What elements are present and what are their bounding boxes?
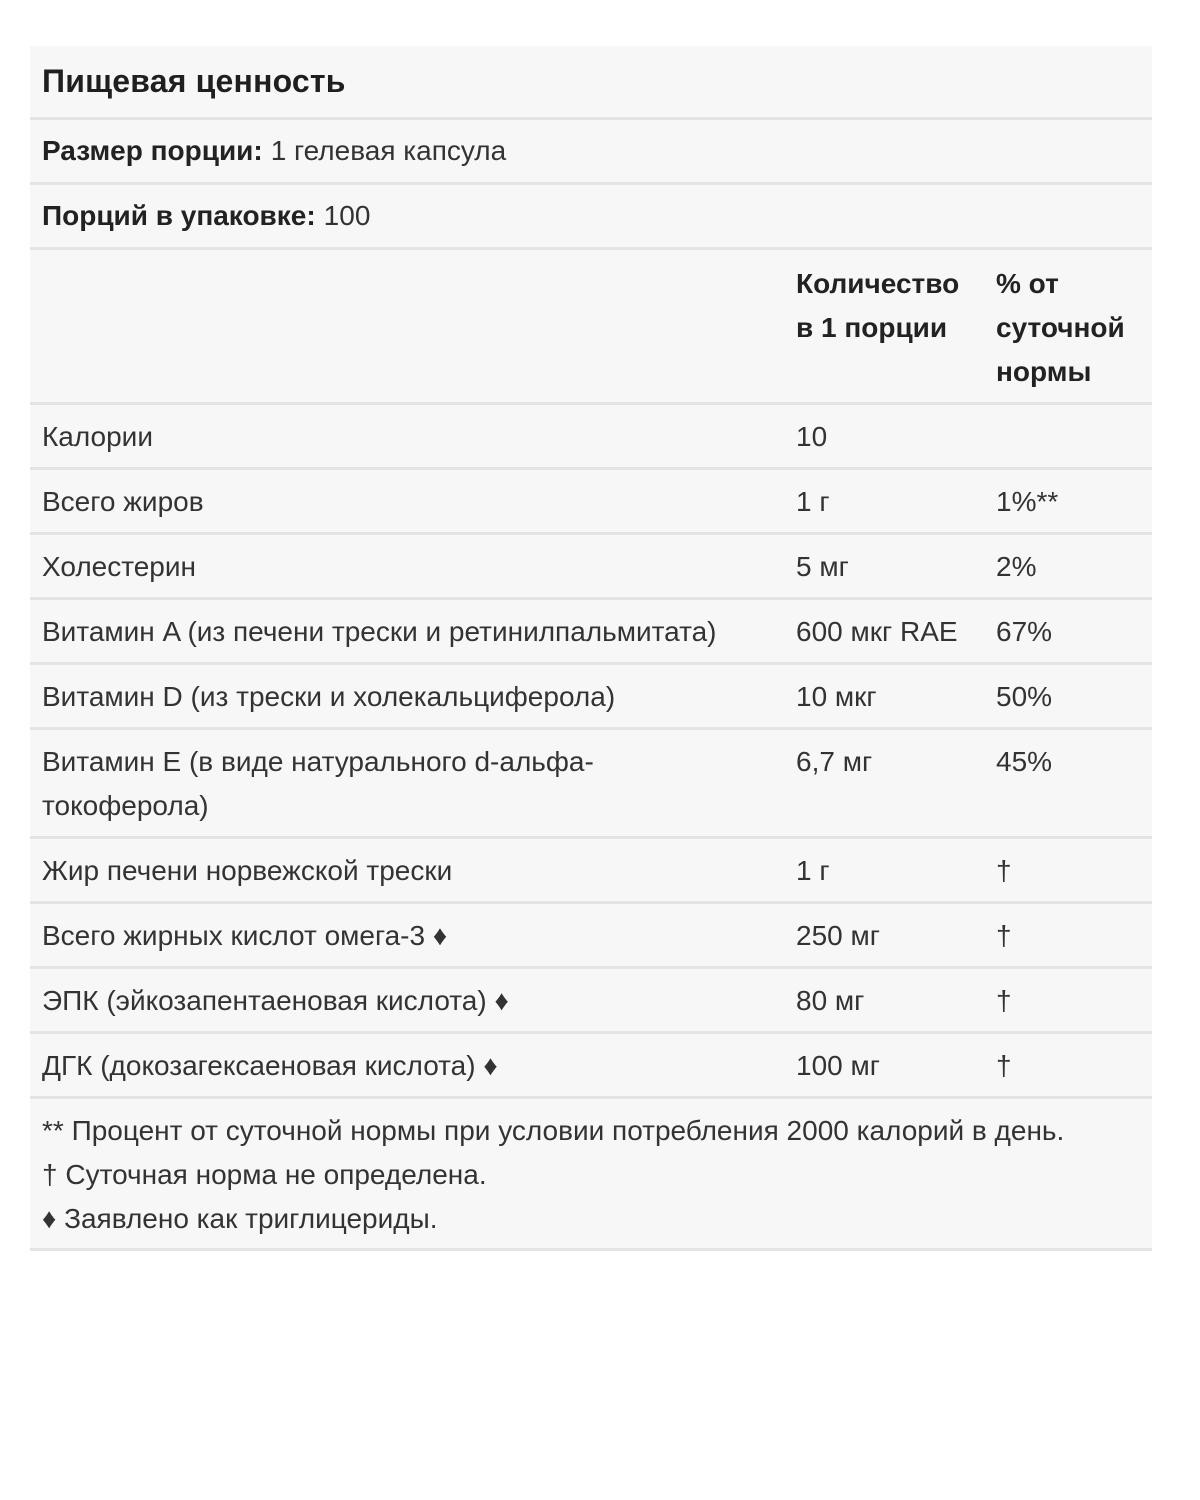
nutrient-row bbox=[30, 470, 1152, 535]
nutrient-daily-value: 67% bbox=[996, 616, 1053, 647]
panel-title: Пищевая ценность bbox=[42, 63, 346, 99]
servings-per-container-value: 100 bbox=[323, 200, 371, 231]
nutrient-name: ДГК (докозагексаеновая кислота) ♦ bbox=[42, 1050, 498, 1081]
nutrient-amount: 6,7 мг bbox=[796, 746, 873, 777]
nutrient-name: Витамин D (из трески и холекальциферола) bbox=[42, 681, 616, 712]
nutrient-name: Всего жиров bbox=[42, 486, 204, 517]
nutrient-daily-value: 2% bbox=[996, 551, 1037, 582]
nutrient-row bbox=[30, 1034, 1152, 1099]
nutrient-amount: 10 bbox=[796, 421, 828, 452]
nutrient-row bbox=[30, 600, 1152, 665]
nutrient-name: Жир печени норвежской трески bbox=[42, 855, 453, 886]
footnotes bbox=[30, 1099, 1152, 1251]
column-header-row bbox=[30, 250, 1152, 405]
title-row bbox=[30, 46, 1152, 120]
daily-value-column-header: % от суточной нормы bbox=[996, 268, 1125, 387]
nutrient-row bbox=[30, 839, 1152, 904]
nutrient-amount: 5 мг bbox=[796, 551, 849, 582]
nutrient-daily-value: † bbox=[996, 1050, 1012, 1081]
nutrient-daily-value: 1%** bbox=[996, 486, 1059, 517]
nutrient-name: Витамин A (из печени трески и ретинилпальмитата) bbox=[42, 616, 717, 647]
amount-column-header: Количество в 1 порции bbox=[796, 268, 960, 343]
footnote-dagger: † Суточная норма не определена. bbox=[42, 1159, 487, 1190]
nutrient-row bbox=[30, 969, 1152, 1034]
nutrient-daily-value: 45% bbox=[996, 746, 1053, 777]
serving-size-value: 1 гелевая капсула bbox=[270, 135, 507, 166]
servings-per-container-row bbox=[30, 185, 1152, 250]
nutrient-row bbox=[30, 730, 1152, 839]
nutrient-amount: 100 мг bbox=[796, 1050, 880, 1081]
footnote-daily-value-basis: ** Процент от суточной нормы при условии потребления 2000 калорий в день. bbox=[42, 1115, 1065, 1146]
nutrient-row bbox=[30, 535, 1152, 600]
nutrient-amount: 600 мкг RAE bbox=[796, 616, 958, 647]
nutrient-row bbox=[30, 904, 1152, 969]
nutrient-daily-value: 50% bbox=[996, 681, 1053, 712]
nutrient-row bbox=[30, 665, 1152, 730]
footnote-diamond: ♦ Заявлено как триглицериды. bbox=[42, 1203, 438, 1234]
nutrient-amount: 1 г bbox=[796, 855, 830, 886]
nutrient-name: ЭПК (эйкозапентаеновая кислота) ♦ bbox=[42, 985, 509, 1016]
nutrient-amount: 250 мг bbox=[796, 920, 880, 951]
nutrition-facts-panel bbox=[30, 46, 1152, 1251]
nutrient-amount: 10 мкг bbox=[796, 681, 877, 712]
serving-size-label: Размер порции: bbox=[42, 135, 263, 166]
nutrient-name: Холестерин bbox=[42, 551, 196, 582]
nutrient-amount: 80 мг bbox=[796, 985, 865, 1016]
nutrient-row bbox=[30, 405, 1152, 470]
nutrient-name: Калории bbox=[42, 421, 153, 452]
nutrient-daily-value: † bbox=[996, 920, 1012, 951]
servings-per-container-label: Порций в упаковке: bbox=[42, 200, 316, 231]
nutrient-amount: 1 г bbox=[796, 486, 830, 517]
nutrient-daily-value: † bbox=[996, 855, 1012, 886]
nutrient-daily-value: † bbox=[996, 985, 1012, 1016]
serving-size-row bbox=[30, 120, 1152, 185]
nutrient-name: Витамин E (в виде натурального d-альфа-токоферола) bbox=[42, 746, 594, 821]
nutrient-name: Всего жирных кислот омега-3 ♦ bbox=[42, 920, 448, 951]
